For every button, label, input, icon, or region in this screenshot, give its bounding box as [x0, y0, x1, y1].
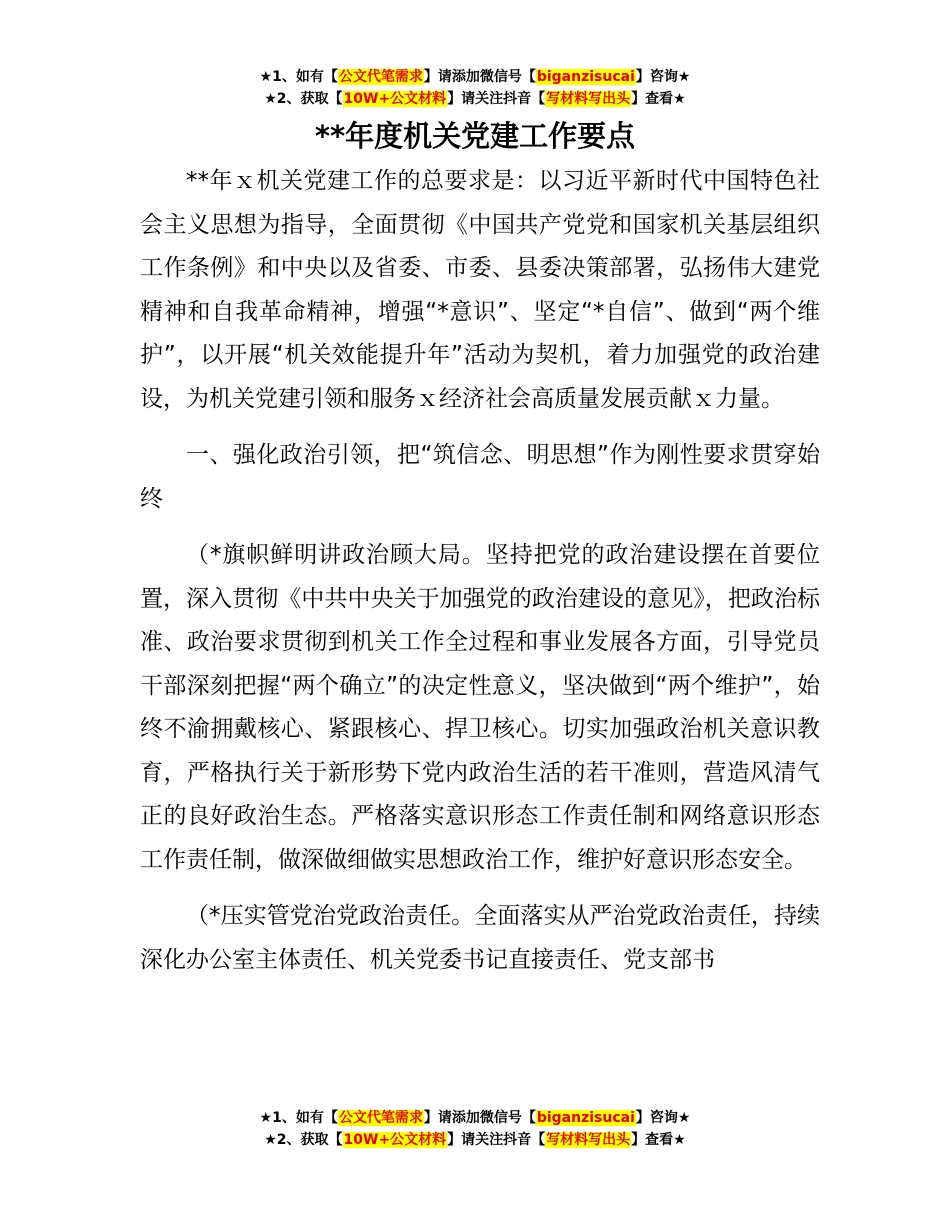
promo-line-1: ★1、如有【公文代笔需求】请添加微信号【biganzisucai】咨询★ [259, 69, 691, 85]
promo-highlight: 10W+公文材料 [343, 1132, 447, 1148]
promo-highlight: 公文代笔需求 [338, 69, 423, 85]
document-title: **年度机关党建工作要点 [314, 119, 636, 153]
promo-line-1: ★1、如有【公文代笔需求】请添加微信号【biganzisucai】咨询★ [259, 1110, 691, 1126]
paragraph-intro: **年ｘ机关党建工作的总要求是：以习近平新时代中国特色社会主义思想为指导，全面贯彻《中国共产党党和国家机关基层组织工作条例》和中央以及省委、市委、县委决策部署，弘扬伟大建党精神和自我革命精神，增强“*意识”、坚定“*自信”、做到“两个维护”，以开展“机关效能提升年”活动为契机，着力加强党的政治建设，为机关党建引领和服务ｘ经济社会高质量发展贡献ｘ力量。 [140, 168, 820, 412]
promo-highlight: biganzisucai [536, 69, 635, 85]
promo-line-2: ★2、获取【10W+公文材料】请关注抖音【写材料写出头】查看★ [264, 91, 686, 107]
header-promo-banner [0, 66, 950, 110]
document-body [140, 160, 820, 982]
promo-line-2: ★2、获取【10W+公文材料】请关注抖音【写材料写出头】查看★ [264, 1132, 686, 1148]
promo-highlight: biganzisucai [536, 1110, 635, 1126]
paragraph-party-responsibility: （*压实管党治党政治责任。全面落实从严治党政治责任，持续深化办公室主体责任、机关党委书记直接责任、党支部书 [140, 903, 820, 973]
promo-highlight: 写材料写出头 [546, 91, 631, 107]
promo-highlight: 写材料写出头 [546, 1132, 631, 1148]
section-heading-1: 一、强化政治引领，把“筑信念、明思想”作为刚性要求贯穿始终 [140, 442, 820, 512]
footer-promo-banner [0, 1107, 950, 1151]
paragraph-political-awareness: （*旗帜鲜明讲政治顾大局。坚持把党的政治建设摆在首要位置，深入贯彻《中共中央关于加强党的政治建设的意见》，把政治标准、政治要求贯彻到机关工作全过程和事业发展各方面，引导党员干部深刻把握“两个确立”的决定性意义，坚决做到“两个维护”，始终不渝拥戴核心、紧跟核心、捍卫核心。切实加强政治机关意识教育，严格执行关于新形势下党内政治生活的若干准则，营造风清气正的良好政治生态。严格落实意识形态工作责任制和网络意识形态工作责任制，做深做细做实思想政治工作，维护好意识形态安全。 [140, 542, 820, 873]
promo-highlight: 10W+公文材料 [343, 91, 447, 107]
promo-highlight: 公文代笔需求 [338, 1110, 423, 1126]
